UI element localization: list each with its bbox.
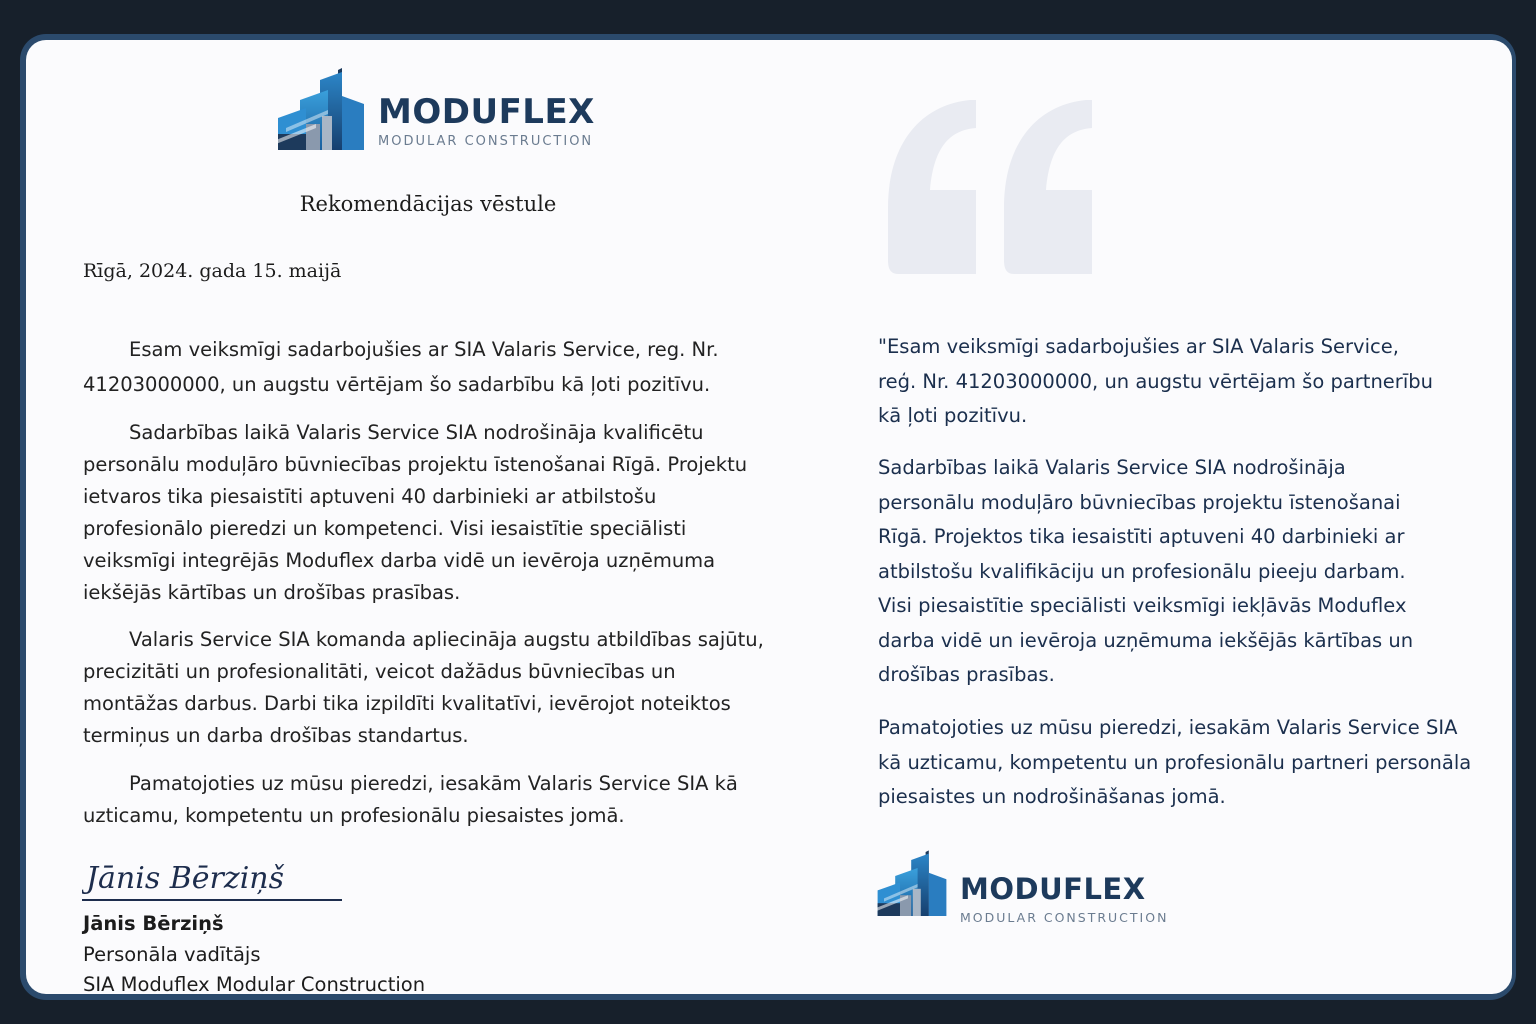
right-paragraph-1: "Esam veiksmīgi sadarbojušies ar SIA Valaris Service, reģ. Nr. 41203000000, un augstu vērtējam šo partnerību kā ļoti pozitīvu.	[878, 335, 1433, 427]
signer-role: Personāla vadītājs	[83, 943, 261, 966]
left-paragraph-1: Esam veiksmīgi sadarbojušies ar SIA Valaris Service, reg. Nr. 41203000000, un augstu vērtējam šo sadarbību kā ļoti pozitīvu.	[83, 338, 719, 396]
signer-company: SIA Moduflex Modular Construction	[83, 973, 426, 994]
letter-title: Rekomendācijas vēstule	[299, 192, 557, 216]
building-logo-icon	[276, 68, 366, 152]
left-paragraph-4: Pamatojoties uz mūsu pieredzi, iesakām Valaris Service SIA kā uzticamu, kompetentu un profesionālu piesaistes jomā.	[83, 772, 738, 827]
brand-name: MODUFLEX	[378, 92, 595, 132]
brand-tagline-bottom: MODULAR CONSTRUCTION	[960, 910, 1169, 925]
left-paragraph-3: Valaris Service SIA komanda apliecināja augstu atbildības sajūtu, precizitāti un profesionalitāti, veicot dažādus būvniecības un montāžas darbus. Darbi tika izpildīti kvalitatīvi, ievērojot noteiktos termiņus un darba drošības standartus.	[83, 628, 764, 747]
quote-mark-icon	[886, 98, 1096, 278]
right-paragraph-3: Pamatojoties uz mūsu pieredzi, iesakām Valaris Service SIA kā uzticamu, kompetentu un profesionālu partneri personāla piesaistes un nodrošināšanas jomā.	[878, 716, 1472, 808]
signature-text: Jānis Bērziņš	[86, 861, 285, 896]
building-logo-icon-small	[876, 848, 948, 920]
moduflex-logo-top	[276, 68, 616, 158]
signer-name: Jānis Bērziņš	[83, 912, 224, 935]
brand-tagline: MODULAR CONSTRUCTION	[378, 134, 594, 149]
right-paragraph-2: Sadarbības laikā Valaris Service SIA nodrošināja personālu moduļāro būvniecības projektu īstenošanai Rīgā. Projektos tika iesaistīti aptuveni 40 darbinieki ar atbilstošu kvalifikāciju un profesionālu pieeju darbam. Visi piesaistītie speciālisti veiksmīgi iekļāvās Moduflex darba vidē un ievēroja uzņēmuma iekšējās kārtības un drošības prasības.	[878, 456, 1414, 686]
letter-date: Rīgā, 2024. gada 15. maijā	[83, 260, 342, 282]
signature-handwriting	[82, 846, 322, 898]
brand-name-bottom: MODUFLEX	[960, 872, 1146, 906]
moduflex-logo-bottom	[876, 848, 1216, 928]
letter-card	[26, 40, 1512, 994]
signature-line	[82, 899, 342, 901]
left-paragraph-2: Sadarbības laikā Valaris Service SIA nodrošināja kvalificētu personālu moduļāro būvniecības projektu īstenošanai Rīgā. Projektu ietvaros tika piesaistīti aptuveni 40 darbinieki ar atbilstošu profesionālo pieredzi un kompetenci. Visi iesaistītie speciālisti veiksmīgi integrējās Moduflex darba vidē un ievēroja uzņēmuma iekšējās kārtības un drošības prasības.	[83, 421, 748, 604]
